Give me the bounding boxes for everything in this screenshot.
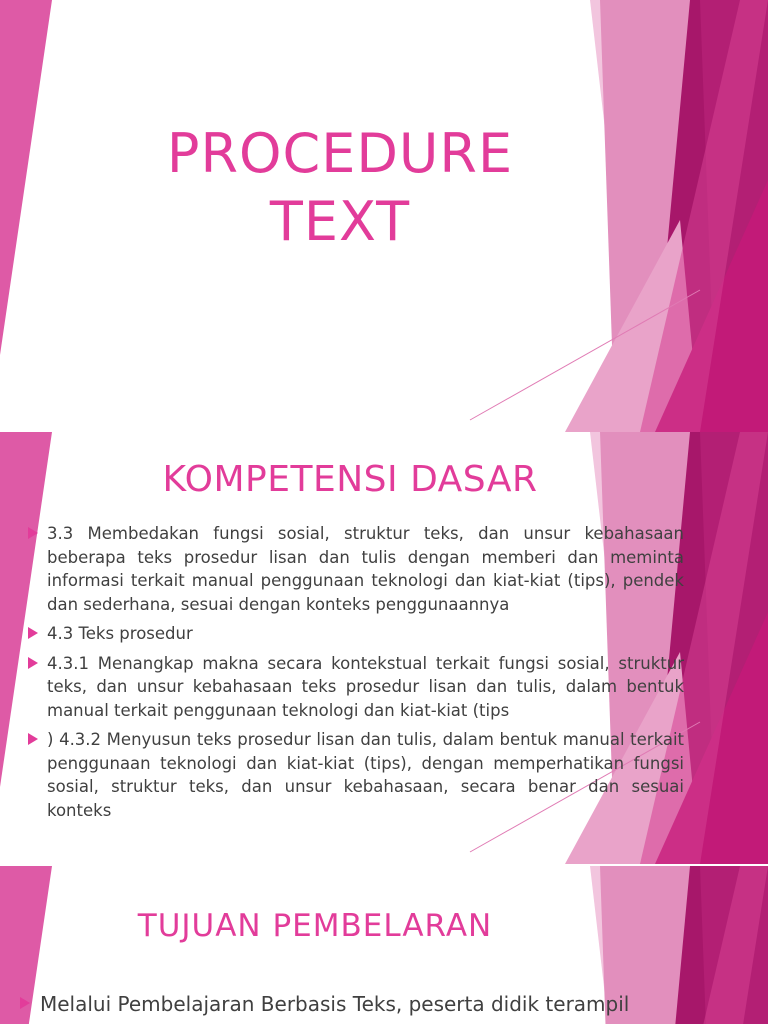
triangle-bullet-icon [28, 627, 38, 639]
slide-title [0, 0, 768, 432]
list-item [28, 728, 684, 822]
list-item-text: 4.3 Teks prosedur [47, 624, 193, 643]
left-accent-shape [0, 0, 52, 355]
slide-kompetensi-dasar [0, 432, 768, 866]
section-heading: TUJUAN PEMBELARAN [137, 908, 493, 944]
list-item [20, 991, 660, 1017]
list-item [28, 652, 684, 723]
section-heading: KOMPETENSI DASAR [162, 459, 538, 500]
list-item-text: 3.3 Membedakan fungsi sosial, struktur teks, dan unsur kebahasaan beberapa teks prosedur lisan dan tulis dengan memberi dan meminta informasi terkait manual penggunaan teknologi dan kiat-kiat (tips), pendek dan sederhana, sesuai dengan konteks penggunaannya [47, 524, 684, 614]
title-line-1: PROCEDURE [166, 122, 514, 185]
list-item [28, 622, 684, 646]
bullet-list [28, 522, 684, 828]
slide-title-heading [150, 120, 530, 256]
bullet-list [20, 991, 660, 1017]
triangle-bullet-icon [28, 527, 38, 539]
triangle-bullet-icon [20, 997, 30, 1009]
slide-tujuan-pembelaran [0, 866, 768, 1024]
list-item-text: 4.3.1 Menangkap makna secara kontekstual terkait fungsi sosial, struktur teks, dan unsur kebahasaan teks prosedur lisan dan tulis, dalam bentuk manual terkait penggunaan teknologi dan kiat-kiat (tips [47, 653, 684, 720]
triangle-bullet-icon [28, 733, 38, 745]
list-item [28, 522, 684, 616]
title-line-2: TEXT [269, 190, 411, 253]
triangle-bullet-icon [28, 657, 38, 669]
list-item-text: ) 4.3.2 Menyusun teks prosedur lisan dan tulis, dalam bentuk manual terkait penggunaan teknologi dan kiat-kiat (tips), dengan memperhatikan fungsi sosial, struktur teks, dan unsur kebahasaan, secara benar dan sesuai konteks [47, 730, 684, 820]
list-item-text: Melalui Pembelajaran Berbasis Teks, peserta didik terampil [40, 992, 630, 1016]
